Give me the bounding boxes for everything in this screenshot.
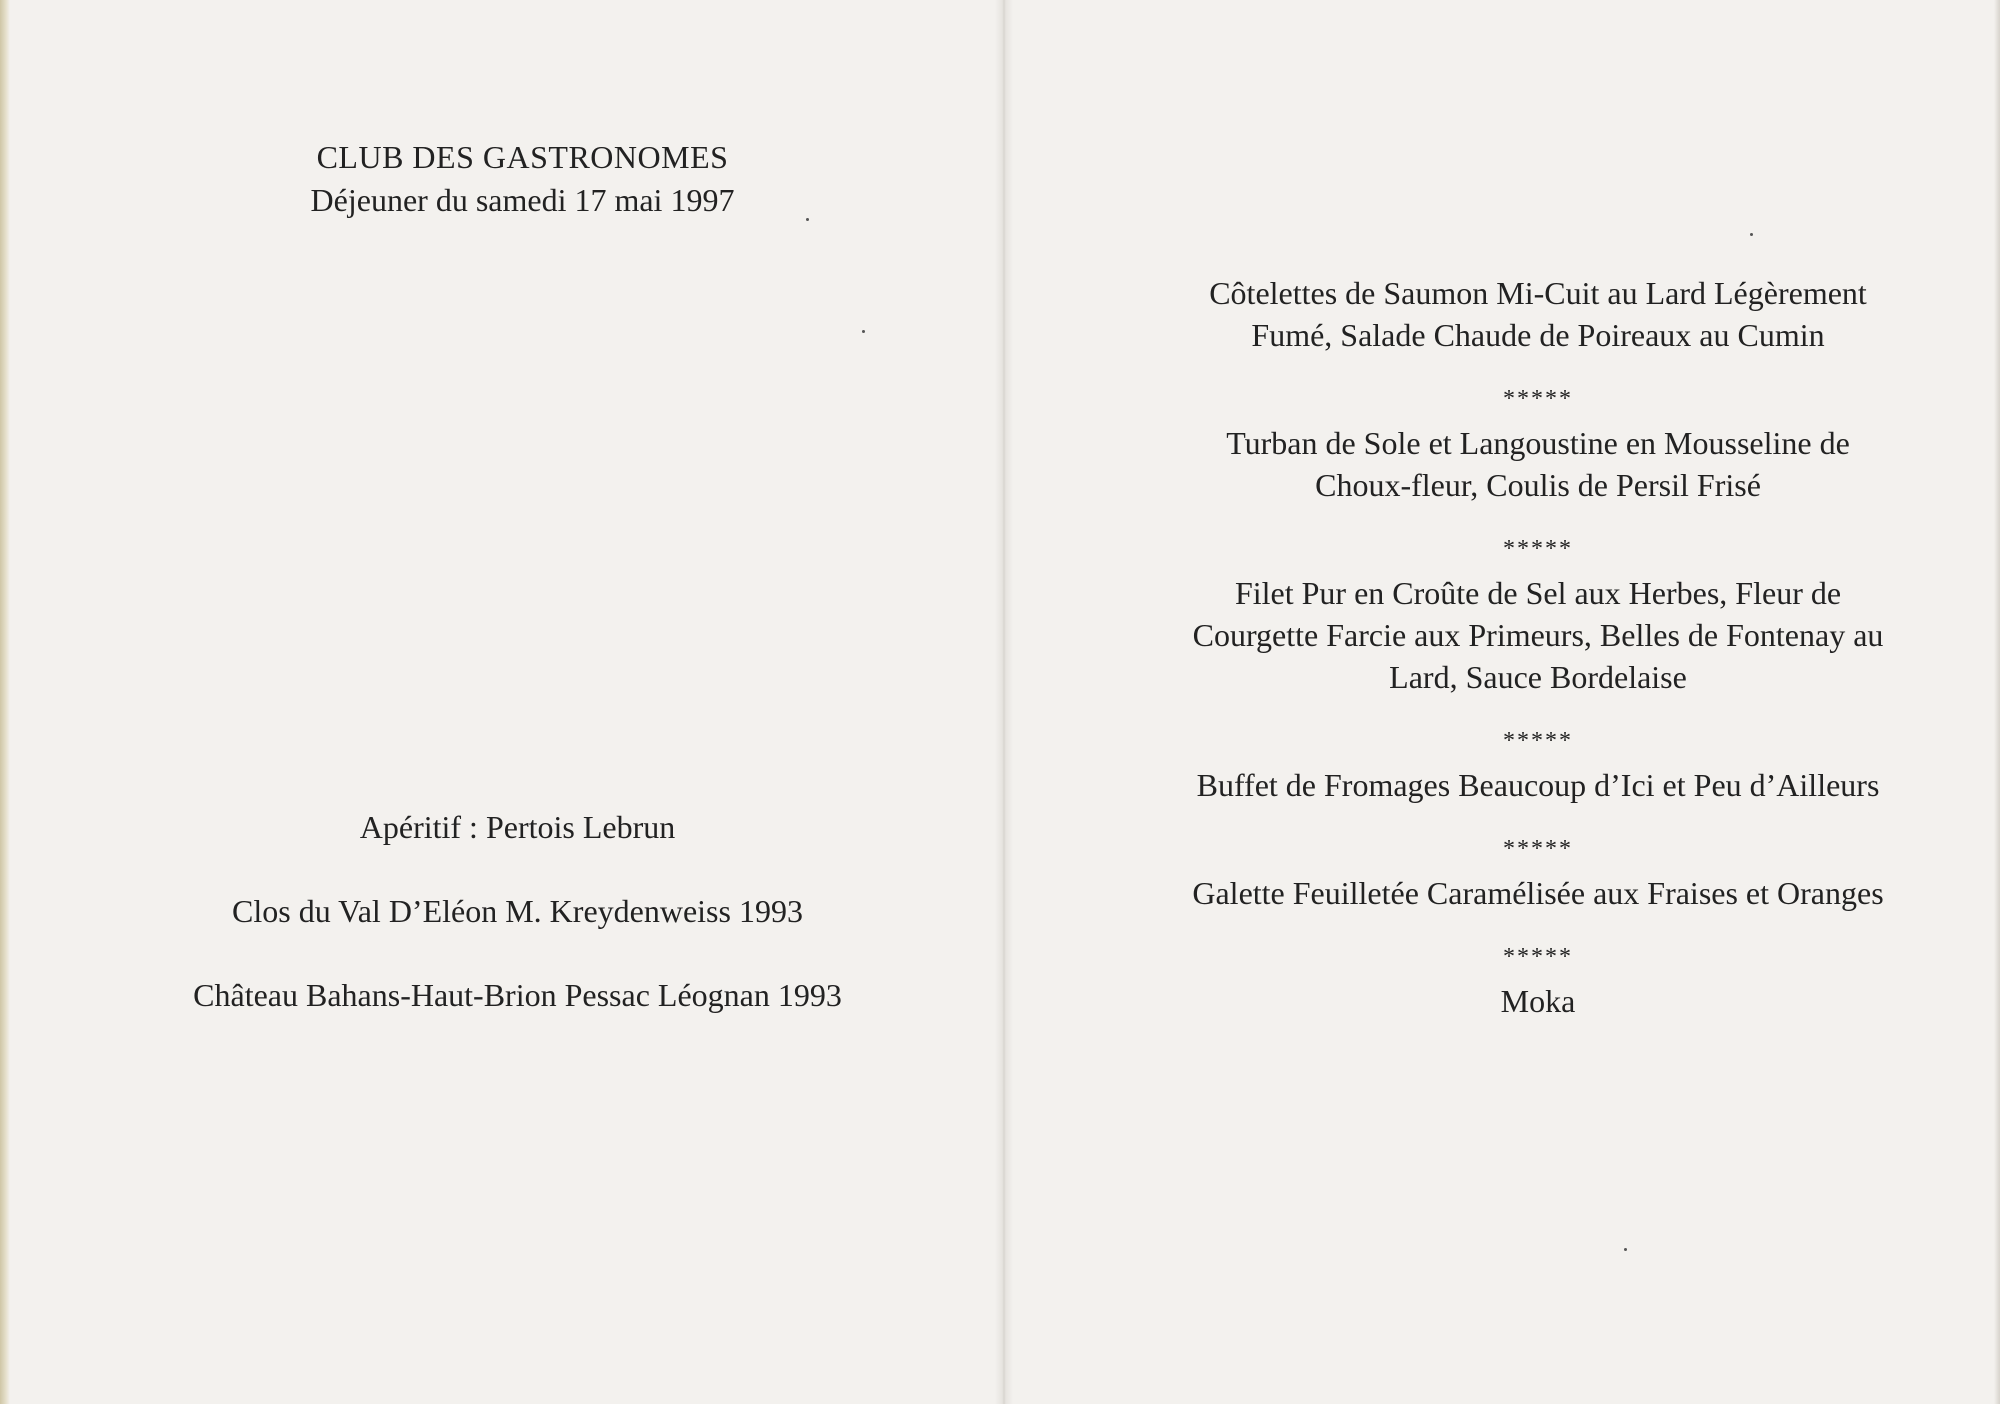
paper-speck xyxy=(1624,1248,1627,1251)
wine-aperitif: Apéritif : Pertois Lebrun xyxy=(359,809,676,845)
course-starter xyxy=(1083,272,1993,356)
course-fish xyxy=(1083,422,1993,506)
course-list xyxy=(1013,272,1993,1022)
course-main xyxy=(1083,572,1993,698)
course-cheese xyxy=(1083,764,1993,806)
course-line: Turban de Sole et Langoustine en Mousseline de xyxy=(1226,425,1850,461)
paper-speck xyxy=(862,330,865,333)
course-line: Buffet de Fromages Beaucoup d’Ici et Peu d’Ailleurs xyxy=(1196,767,1880,803)
course-line: Choux-fleur, Coulis de Persil Frisé xyxy=(1315,467,1761,503)
wine-red: Château Bahans-Haut-Brion Pessac Léognan 1993 xyxy=(193,977,842,1013)
course-dessert xyxy=(1083,872,1993,914)
right-page xyxy=(1013,0,1993,1404)
menu-header xyxy=(10,136,995,222)
left-page xyxy=(10,0,995,1404)
course-line: Fumé, Salade Chaude de Poireaux au Cumin xyxy=(1251,317,1825,353)
course-line: Moka xyxy=(1500,983,1576,1019)
paper-speck xyxy=(806,218,809,221)
course-coffee xyxy=(1083,980,1993,1022)
paper-edge-left xyxy=(0,0,10,1404)
course-separator: ***** xyxy=(1503,944,1573,970)
club-name: CLUB DES GASTRONOMES xyxy=(316,139,729,175)
course-separator: ***** xyxy=(1503,728,1573,754)
wine-list xyxy=(10,806,995,1058)
course-separator: ***** xyxy=(1503,536,1573,562)
paper-speck xyxy=(1750,233,1753,236)
event-date: Déjeuner du samedi 17 mai 1997 xyxy=(310,182,735,218)
course-separator: ***** xyxy=(1503,836,1573,862)
course-line: Côtelettes de Saumon Mi-Cuit au Lard Légèrement xyxy=(1209,275,1867,311)
wine-white: Clos du Val D’Eléon M. Kreydenweiss 1993 xyxy=(232,893,803,929)
course-line: Courgette Farcie aux Primeurs, Belles de Fontenay au xyxy=(1192,617,1884,653)
course-line: Galette Feuilletée Caramélisée aux Fraises et Oranges xyxy=(1192,875,1884,911)
course-line: Filet Pur en Croûte de Sel aux Herbes, Fleur de xyxy=(1234,575,1842,611)
course-line: Lard, Sauce Bordelaise xyxy=(1389,659,1687,695)
paper-edge-right xyxy=(1994,0,2000,1404)
center-fold xyxy=(995,0,1013,1404)
course-separator: ***** xyxy=(1503,386,1573,412)
